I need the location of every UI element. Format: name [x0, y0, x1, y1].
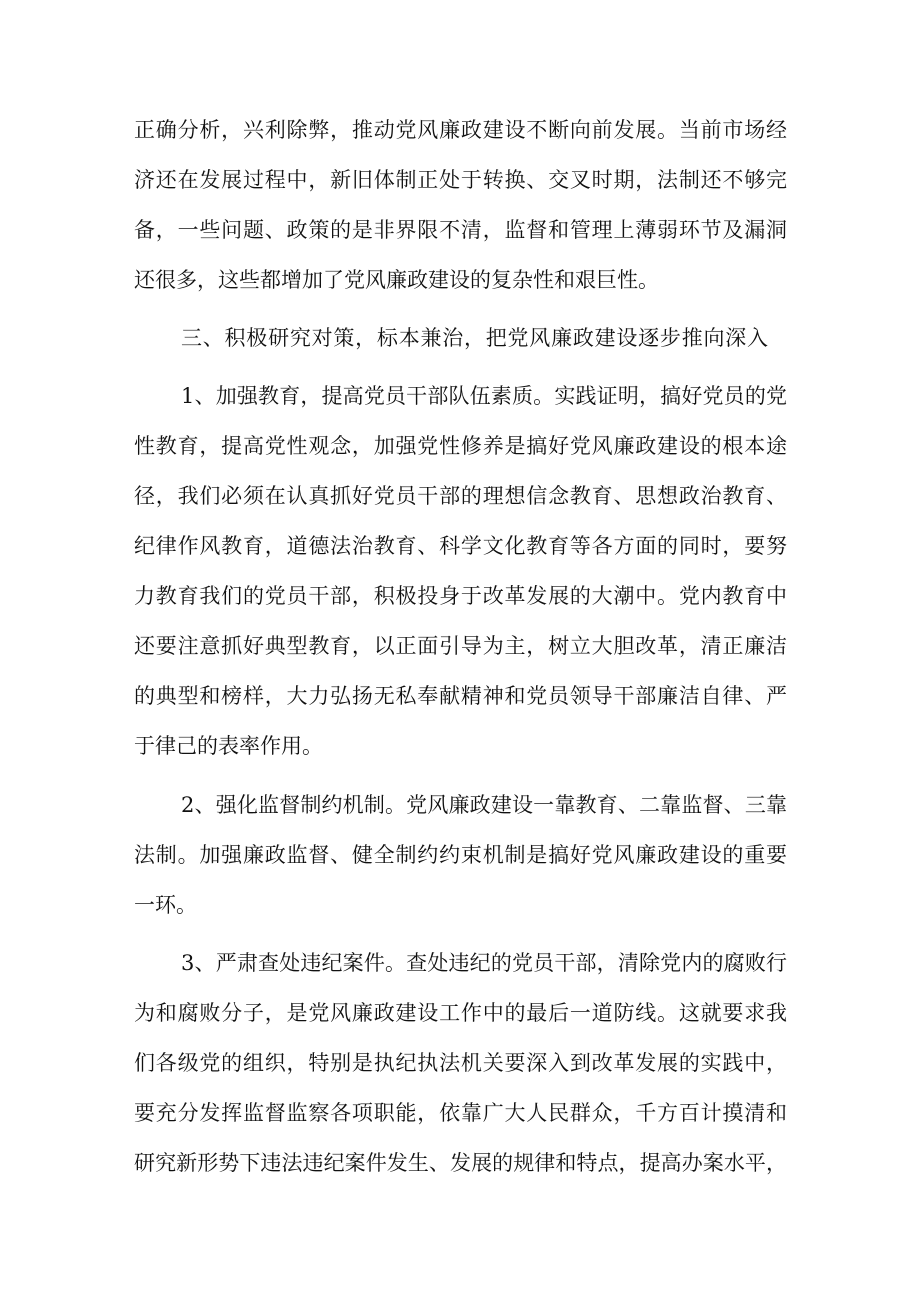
text-line: 性教育，提高党性观念，加强党性修养是搞好党风廉政建设的根本途: [134, 434, 787, 458]
text-line: 备，一些问题、政策的是非界限不清，监督和管理上薄弱环节及漏洞: [134, 218, 787, 242]
text-line: 于律己的表率作用。: [134, 734, 323, 758]
text-line: 3、严肃查处违纪案件。查处违纪的党员干部，清除党内的腐败行: [181, 951, 787, 975]
text-line: 要充分发挥监督监察各项职能，依靠广大人民群众，千方百计摸清和: [134, 1101, 787, 1125]
text-line: 还要注意抓好典型教育，以正面引导为主，树立大胆改革，清正廉洁: [134, 634, 787, 658]
section-heading: 三、积极研究对策，标本兼治，把党风廉政建设逐步推向深入: [181, 326, 768, 350]
text-line: 法制。加强廉政监督、健全制约约束机制是搞好党风廉政建设的重要: [134, 843, 787, 867]
text-line: 纪律作风教育，道德法治教育、科学文化教育等各方面的同时，要努: [134, 534, 787, 558]
text-line: 们各级党的组织，特别是执纪执法机关要深入到改革发展的实践中，: [134, 1051, 787, 1075]
text-line: 1、加强教育，提高党员干部队伍素质。实践证明，搞好党员的党: [181, 384, 787, 408]
text-line: 济还在发展过程中，新旧体制正处于转换、交叉时期，法制还不够完: [134, 168, 787, 192]
text-line: 的典型和榜样，大力弘扬无私奉献精神和党员领导干部廉洁自律、严: [134, 684, 787, 708]
text-line: 一环。: [134, 893, 197, 917]
text-line: 研究新形势下违法违纪案件发生、发展的规律和特点，提高办案水平，: [134, 1151, 787, 1175]
text-line: 正确分析，兴利除弊，推动党风廉政建设不断向前发展。当前市场经: [134, 118, 787, 142]
text-line: 为和腐败分子，是党风廉政建设工作中的最后一道防线。这就要求我: [134, 1001, 787, 1025]
text-line: 径，我们必须在认真抓好党员干部的理想信念教育、思想政治教育、: [134, 484, 787, 508]
text-line: 还很多，这些都增加了党风廉政建设的复杂性和艰巨性。: [134, 268, 659, 292]
text-line: 2、强化监督制约机制。党风廉政建设一靠教育、二靠监督、三靠: [181, 793, 787, 817]
text-line: 力教育我们的党员干部，积极投身于改革发展的大潮中。党内教育中: [134, 584, 787, 608]
